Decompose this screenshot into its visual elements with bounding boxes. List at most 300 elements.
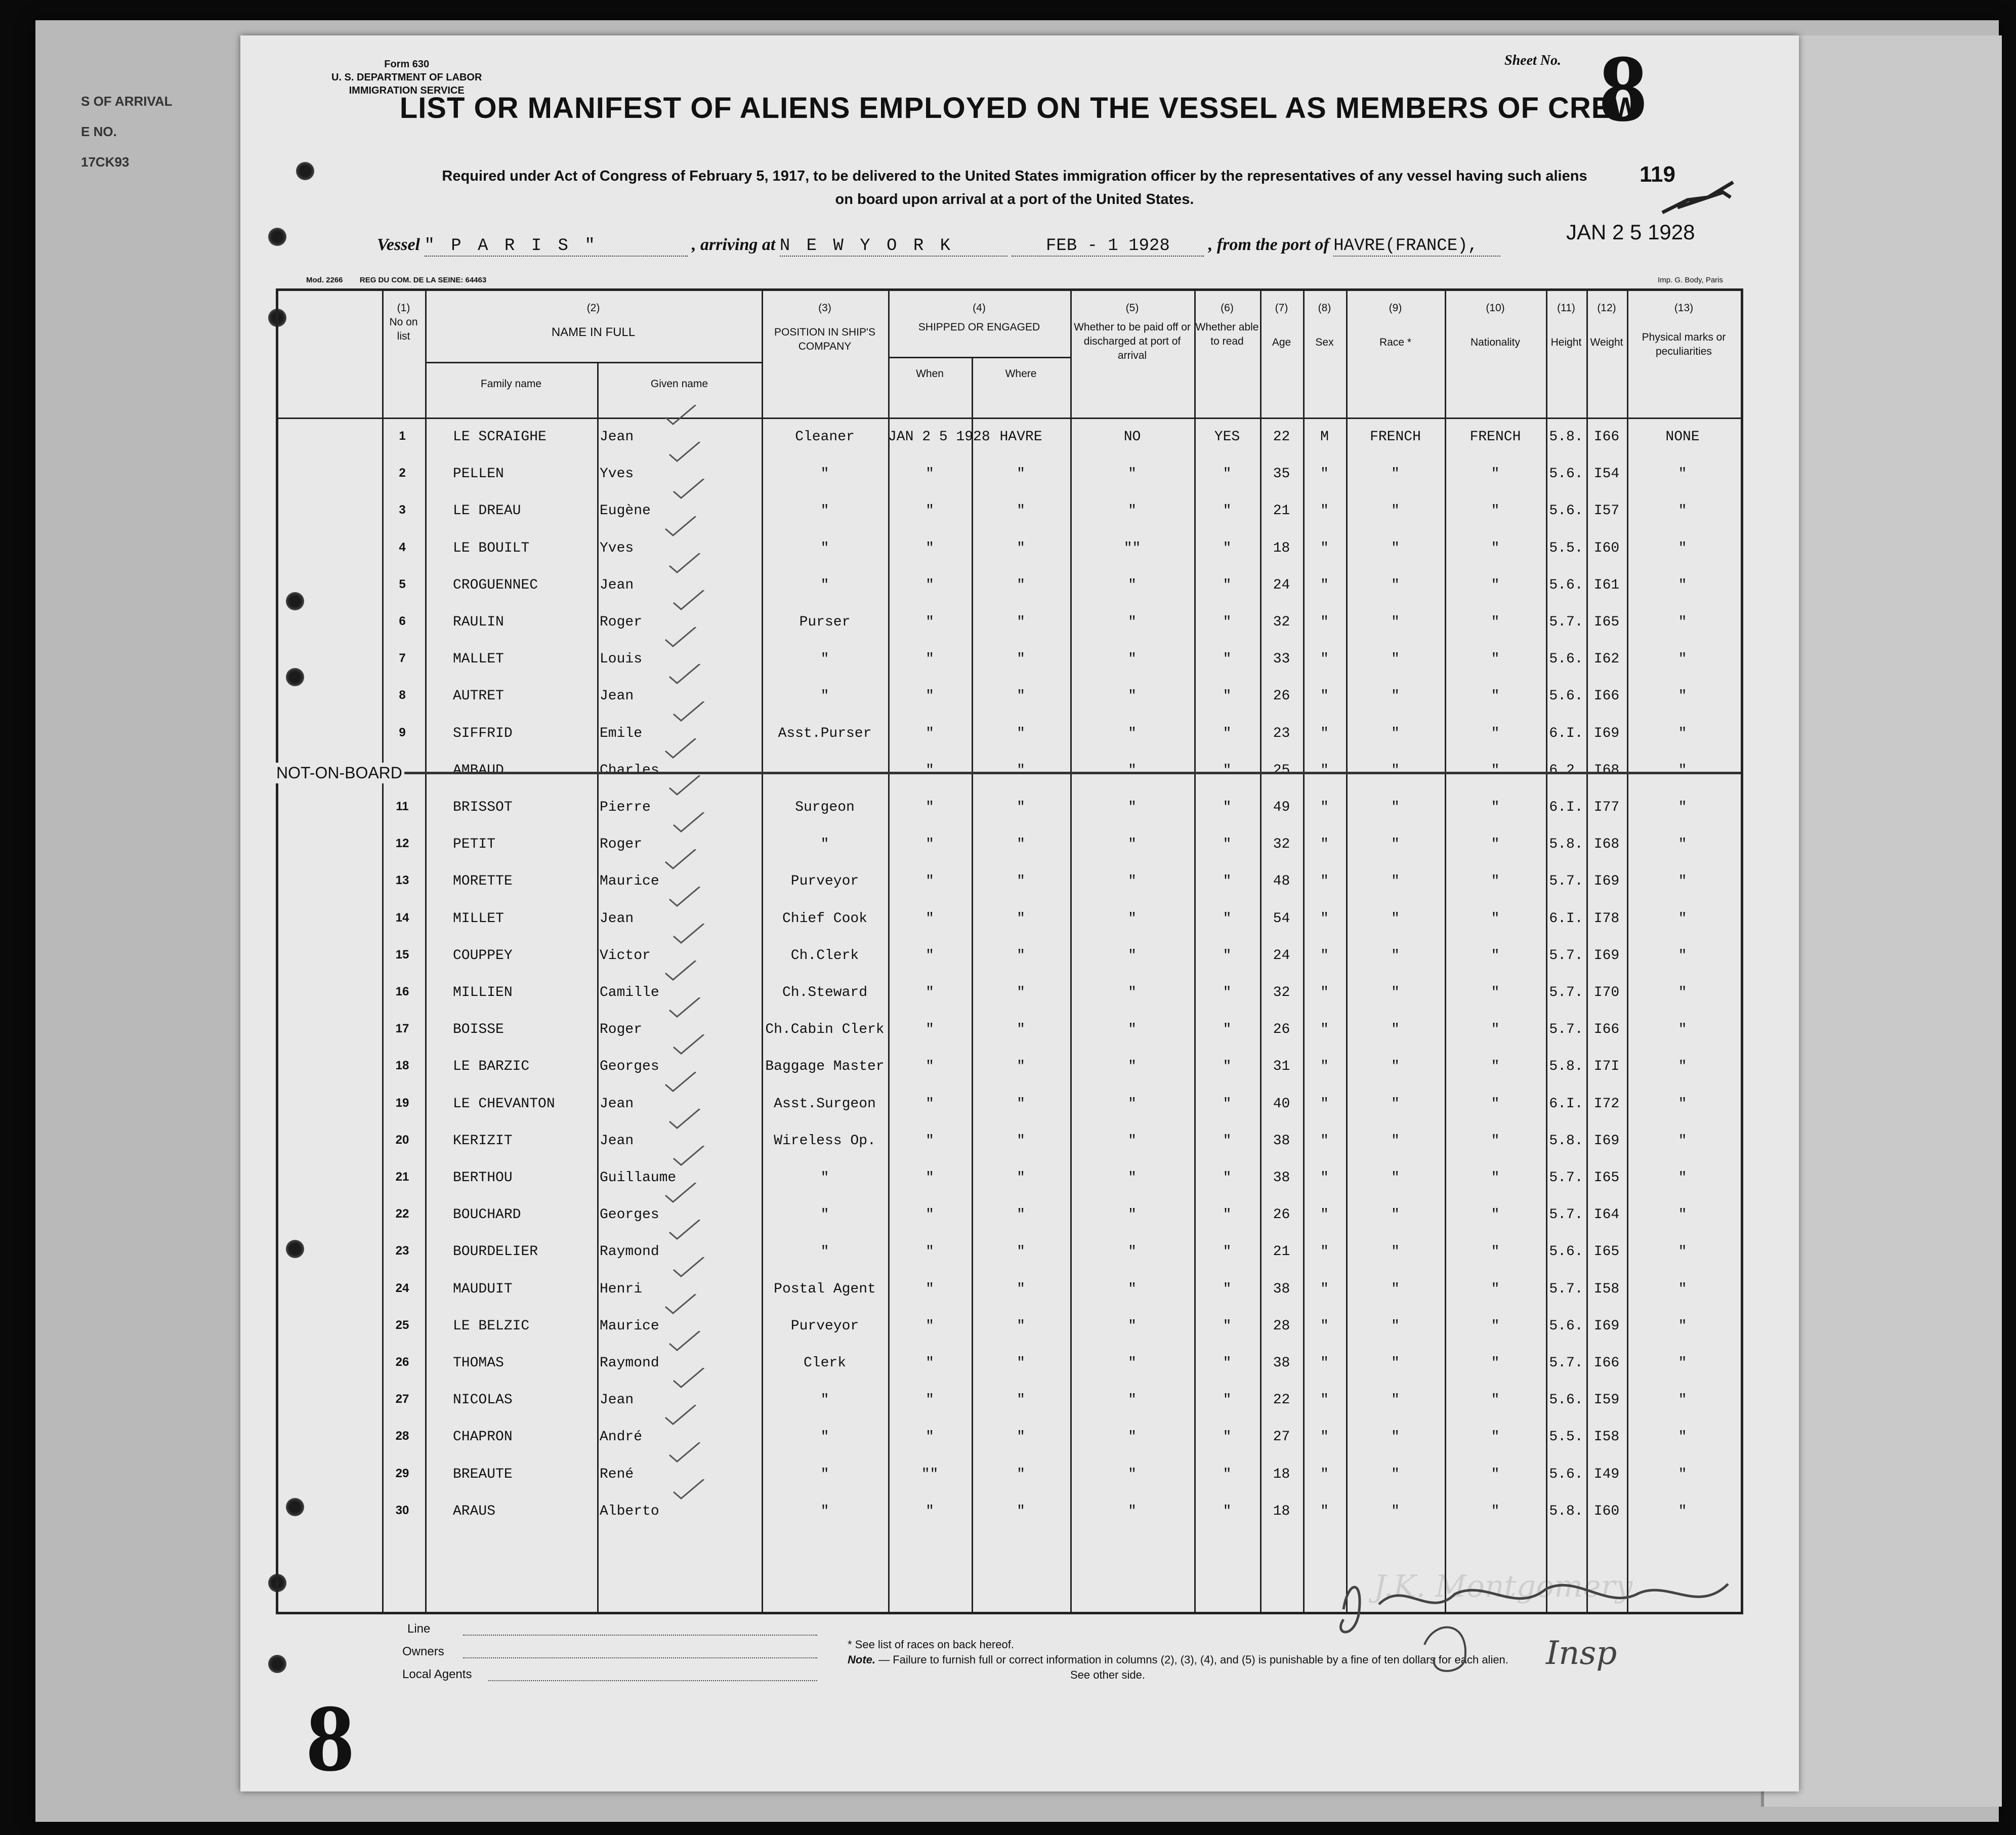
weight: I65 xyxy=(1593,1170,1620,1186)
department: U. S. DEPARTMENT OF LABOR xyxy=(331,72,482,83)
physical-marks: NONE xyxy=(1665,429,1700,445)
shipped-when: " xyxy=(926,1429,934,1445)
age: 24 xyxy=(1273,947,1290,964)
shipped-where: " xyxy=(1017,1429,1025,1445)
family-name: CROGUENNEC xyxy=(453,577,538,593)
nationality: FRENCH xyxy=(1469,429,1521,445)
nationality: " xyxy=(1491,540,1500,556)
shipped-when: " xyxy=(926,540,934,556)
shipped-where: " xyxy=(1017,985,1025,1000)
table-row xyxy=(278,717,1741,754)
owners-label: Owners xyxy=(402,1645,444,1658)
check-mark-icon xyxy=(663,627,698,647)
physical-marks: " xyxy=(1678,503,1687,519)
nationality: " xyxy=(1491,985,1500,1000)
race: " xyxy=(1391,1318,1400,1334)
nationality: " xyxy=(1491,910,1500,927)
shipped-when: " xyxy=(926,614,934,630)
table-row xyxy=(278,754,1741,790)
given-name: Raymond xyxy=(600,1355,659,1371)
age: 38 xyxy=(1273,1355,1290,1371)
shipped-where: " xyxy=(1017,1392,1025,1408)
able-to-read: " xyxy=(1223,762,1232,778)
paid-off: " xyxy=(1128,1133,1137,1149)
position: " xyxy=(820,651,829,668)
height: 5.6. xyxy=(1549,651,1583,668)
weight: I62 xyxy=(1593,651,1620,668)
nationality: " xyxy=(1491,725,1500,741)
table-row xyxy=(278,494,1741,531)
header-position: (3) POSITION IN SHIP'S COMPANY xyxy=(762,301,888,354)
race: " xyxy=(1391,873,1400,890)
row-number: 20 xyxy=(395,1133,409,1147)
header-where: Where xyxy=(1005,368,1037,380)
age: 32 xyxy=(1273,614,1290,630)
able-to-read: " xyxy=(1223,837,1232,853)
physical-marks: " xyxy=(1678,540,1687,556)
row-number: 27 xyxy=(395,1392,409,1406)
nationality: " xyxy=(1491,1096,1500,1112)
physical-marks: " xyxy=(1678,910,1687,927)
subtitle-line-1: Required under Act of Congress of February 5, 1917, to be delivered to the United States immigration officer by the representatives of any vessel having such aliens xyxy=(442,168,1587,184)
given-name: Jean xyxy=(600,910,634,927)
physical-marks: " xyxy=(1678,873,1687,890)
given-name: Yves xyxy=(600,466,634,482)
height: 5.7. xyxy=(1549,947,1583,964)
weight: I69 xyxy=(1593,873,1620,890)
family-name: RAULIN xyxy=(453,614,504,630)
departure-port: HAVRE(FRANCE), xyxy=(1333,236,1478,256)
table-row xyxy=(278,1013,1741,1050)
nationality: " xyxy=(1491,837,1500,853)
row-number: 28 xyxy=(395,1429,409,1443)
weight: I64 xyxy=(1593,1207,1620,1223)
given-name: Jean xyxy=(600,577,634,593)
height: 5.6. xyxy=(1549,466,1583,482)
service: IMMIGRATION SERVICE xyxy=(349,85,465,96)
row-number: 2 xyxy=(399,466,406,480)
row-number: 21 xyxy=(395,1170,409,1184)
race: " xyxy=(1391,1170,1400,1186)
shipped-where: " xyxy=(1017,1133,1025,1149)
arriving-label: , arriving at xyxy=(692,235,776,254)
shipped-where: " xyxy=(1017,800,1025,815)
paid-off: " xyxy=(1128,1207,1137,1223)
shipped-where: " xyxy=(1017,1022,1025,1038)
shipped-when: " xyxy=(926,688,934,704)
paid-off: " xyxy=(1128,1318,1137,1334)
row-number: 18 xyxy=(395,1059,409,1073)
nationality: " xyxy=(1491,1466,1500,1482)
table-row xyxy=(278,605,1741,642)
age: 32 xyxy=(1273,837,1290,853)
paid-off: " xyxy=(1128,614,1137,630)
height: 5.5. xyxy=(1549,540,1583,556)
height: 5.6. xyxy=(1549,503,1583,519)
shipped-when: " xyxy=(926,837,934,853)
check-mark-icon xyxy=(663,1183,698,1203)
race: " xyxy=(1391,725,1400,741)
paid-off: " xyxy=(1128,1059,1137,1075)
sex: " xyxy=(1320,1022,1329,1038)
given-name: Jean xyxy=(600,688,634,704)
family-name: LE CHEVANTON xyxy=(453,1096,555,1112)
height: 5.7. xyxy=(1549,1281,1583,1297)
height: 6.I. xyxy=(1549,725,1583,741)
shipped-where: " xyxy=(1017,651,1025,668)
nationality: " xyxy=(1491,1355,1500,1371)
header-name: (2) NAME IN FULL xyxy=(425,301,762,340)
table-row xyxy=(278,1124,1741,1161)
able-to-read: " xyxy=(1223,1059,1232,1075)
able-to-read: " xyxy=(1223,1022,1232,1038)
header-marks-label: Physical marks or peculiarities xyxy=(1642,331,1726,357)
shipped-when: " xyxy=(926,1318,934,1334)
paid-off: " xyxy=(1128,1429,1137,1445)
shipped-when: " xyxy=(926,947,934,964)
position: " xyxy=(820,1207,829,1223)
sex: " xyxy=(1320,1281,1329,1297)
physical-marks: " xyxy=(1678,466,1687,482)
able-to-read: " xyxy=(1223,873,1232,890)
position: " xyxy=(820,1392,829,1408)
nationality: " xyxy=(1491,1170,1500,1186)
shipped-when: JAN 2 5 1928 xyxy=(888,429,990,445)
race: " xyxy=(1391,837,1400,853)
shipped-when: " xyxy=(926,725,934,741)
row-number: 12 xyxy=(395,837,409,851)
family-name: BOUCHARD xyxy=(453,1207,521,1223)
age: 33 xyxy=(1273,651,1290,668)
nationality: " xyxy=(1491,1244,1500,1260)
given-name: Jean xyxy=(600,429,634,445)
nationality: " xyxy=(1491,688,1500,704)
physical-marks: " xyxy=(1678,614,1687,630)
age: 24 xyxy=(1273,577,1290,593)
age: 25 xyxy=(1273,762,1290,778)
row-number: 15 xyxy=(395,947,409,962)
nationality: " xyxy=(1491,614,1500,630)
header-able-read: (6) Whether able to read xyxy=(1194,301,1260,349)
nationality: " xyxy=(1491,1022,1500,1038)
race: " xyxy=(1391,540,1400,556)
local-agents-label: Local Agents xyxy=(402,1667,472,1681)
family-name: BERTHOU xyxy=(453,1170,513,1186)
position: Purveyor xyxy=(790,1318,859,1334)
row-number: 1 xyxy=(399,429,406,443)
age: 40 xyxy=(1273,1096,1290,1112)
given-name: Maurice xyxy=(600,873,659,890)
family-name: NICOLAS xyxy=(453,1392,513,1408)
family-name: BOURDELIER xyxy=(453,1244,538,1260)
nationality: " xyxy=(1491,1318,1500,1334)
height: 6.I. xyxy=(1549,910,1583,927)
given-name: Roger xyxy=(600,614,643,630)
shipped-when: " xyxy=(926,1355,934,1371)
header-nationality: (10) Nationality xyxy=(1445,301,1546,350)
page-title: LIST OR MANIFEST OF ALIENS EMPLOYED ON THE VESSEL AS MEMBERS OF CREW xyxy=(399,92,1640,124)
nationality: " xyxy=(1491,466,1500,482)
able-to-read: " xyxy=(1223,466,1232,482)
age: 49 xyxy=(1273,800,1290,815)
shipped-where: " xyxy=(1017,1318,1025,1334)
family-name: THOMAS xyxy=(453,1355,504,1371)
sex: " xyxy=(1320,947,1329,964)
family-name: MILLET xyxy=(453,910,504,927)
family-name: MILLIEN xyxy=(453,985,513,1000)
weight: I65 xyxy=(1593,1244,1620,1260)
able-to-read: " xyxy=(1223,947,1232,964)
age: 18 xyxy=(1273,1503,1290,1519)
age: 38 xyxy=(1273,1133,1290,1149)
race: " xyxy=(1391,910,1400,927)
physical-marks: " xyxy=(1678,1096,1687,1112)
age: 26 xyxy=(1273,688,1290,704)
paid-off: " xyxy=(1128,688,1137,704)
header-paid-off: (5) Whether to be paid off or discharged at port of arrival xyxy=(1070,301,1194,363)
sex: " xyxy=(1320,1096,1329,1112)
shipped-when: " xyxy=(926,577,934,593)
family-name: KERIZIT xyxy=(453,1133,513,1149)
family-name: MAUDUIT xyxy=(453,1281,513,1297)
family-name: CHAPRON xyxy=(453,1429,513,1445)
given-name: Georges xyxy=(600,1059,659,1075)
row-number: 19 xyxy=(395,1096,409,1110)
weight: I7I xyxy=(1593,1059,1620,1075)
table-row xyxy=(278,568,1741,605)
nationality: " xyxy=(1491,873,1500,890)
position: " xyxy=(820,1429,829,1445)
family-name: BREAUTE xyxy=(453,1466,513,1482)
shipped-when: " xyxy=(926,503,934,519)
sex: " xyxy=(1320,1133,1329,1149)
race: " xyxy=(1391,1133,1400,1149)
weight: I69 xyxy=(1593,947,1620,964)
able-to-read: YES xyxy=(1214,429,1240,445)
weight: I69 xyxy=(1593,1133,1620,1149)
table-row xyxy=(278,642,1741,679)
able-to-read: " xyxy=(1223,577,1232,593)
shipped-where: " xyxy=(1017,725,1025,741)
paid-off: " xyxy=(1128,1022,1137,1038)
given-name: Roger xyxy=(600,1022,643,1038)
able-to-read: " xyxy=(1223,985,1232,1000)
given-name: Charles xyxy=(600,762,659,778)
race: " xyxy=(1391,503,1400,519)
check-mark-icon xyxy=(667,887,702,907)
shipped-where: " xyxy=(1017,1281,1025,1297)
physical-marks: " xyxy=(1678,1392,1687,1408)
header-sex-label: Sex xyxy=(1315,337,1334,348)
shipped-where: " xyxy=(1017,1244,1025,1260)
physical-marks: " xyxy=(1678,725,1687,741)
nationality: " xyxy=(1491,577,1500,593)
sex: " xyxy=(1320,1392,1329,1408)
strikethrough-line xyxy=(278,772,1741,774)
physical-marks: " xyxy=(1678,577,1687,593)
table-row xyxy=(278,1235,1741,1272)
family-name: PETIT xyxy=(453,837,496,853)
table-row xyxy=(278,1346,1741,1383)
given-name: Camille xyxy=(600,985,659,1000)
height: 5.6. xyxy=(1549,1244,1583,1260)
age: 22 xyxy=(1273,429,1290,445)
race: " xyxy=(1391,1059,1400,1075)
age: 18 xyxy=(1273,540,1290,556)
race: " xyxy=(1391,800,1400,815)
nationality: " xyxy=(1491,1392,1500,1408)
paid-off: " xyxy=(1128,1096,1137,1112)
arrival-port: N E W Y O R K xyxy=(779,236,954,256)
table-row xyxy=(278,531,1741,568)
header-age-label: Age xyxy=(1272,337,1291,348)
position: " xyxy=(820,466,829,482)
header-race-label: Race * xyxy=(1379,337,1412,348)
sex: M xyxy=(1320,429,1329,445)
shipped-where: " xyxy=(1017,1170,1025,1186)
table-row xyxy=(278,939,1741,976)
shipped-when: " xyxy=(926,985,934,1000)
header-shipped-label: SHIPPED OR ENGAGED xyxy=(918,321,1040,333)
weight: I60 xyxy=(1593,540,1620,556)
header-weight: (12) Weight xyxy=(1586,301,1627,350)
row-number: 5 xyxy=(399,577,406,591)
physical-marks: " xyxy=(1678,651,1687,668)
nationality: " xyxy=(1491,1281,1500,1297)
height: 5.6. xyxy=(1549,1466,1583,1482)
not-on-board-annotation: NOT-ON-BOARD xyxy=(274,763,404,783)
position: " xyxy=(820,577,829,593)
position: Clerk xyxy=(803,1355,846,1371)
subtitle xyxy=(331,164,1698,211)
height: 5.6. xyxy=(1549,1318,1583,1334)
date-stamp: JAN 2 5 1928 xyxy=(1566,220,1695,244)
header-weight-label: Weight xyxy=(1590,337,1623,348)
given-name: Pierre xyxy=(600,800,651,815)
weight: I49 xyxy=(1593,1466,1620,1482)
given-name: Jean xyxy=(600,1133,634,1149)
height: 5.6. xyxy=(1549,1392,1583,1408)
paid-off: " xyxy=(1128,1355,1137,1371)
row-number: 8 xyxy=(399,688,406,702)
physical-marks: " xyxy=(1678,1429,1687,1445)
able-to-read: " xyxy=(1223,1503,1232,1519)
given-name: Yves xyxy=(600,540,634,556)
position: Wireless Op. xyxy=(774,1133,876,1149)
header-position-label: POSITION IN SHIP'S COMPANY xyxy=(774,326,876,352)
given-name: Guillaume xyxy=(600,1170,677,1186)
height: 5.7. xyxy=(1549,1355,1583,1371)
shipped-where: " xyxy=(1017,1355,1025,1371)
family-name: AMBAUD xyxy=(453,762,504,778)
able-to-read: " xyxy=(1223,503,1232,519)
weight: I57 xyxy=(1593,503,1620,519)
height: 5.7. xyxy=(1549,985,1583,1000)
shipped-where: " xyxy=(1017,1059,1025,1075)
race: " xyxy=(1391,1207,1400,1223)
header-family-name: Family name xyxy=(480,378,542,390)
weight: I66 xyxy=(1593,688,1620,704)
sheet-label: Sheet No. xyxy=(1504,53,1561,68)
table-row xyxy=(278,1087,1741,1124)
nationality: " xyxy=(1491,1207,1500,1223)
paid-off: " xyxy=(1128,651,1137,668)
check-mark-icon xyxy=(667,442,702,462)
inspector-signature xyxy=(1303,1549,1758,1680)
sex: " xyxy=(1320,614,1329,630)
row-number: 11 xyxy=(396,800,409,813)
weight: I54 xyxy=(1593,466,1620,482)
position: " xyxy=(820,503,829,519)
header-when: When xyxy=(916,368,944,380)
check-mark-icon xyxy=(667,1442,702,1463)
paid-off: " xyxy=(1128,985,1137,1000)
able-to-read: " xyxy=(1223,651,1232,668)
check-mark-icon xyxy=(667,997,702,1018)
shipped-where: " xyxy=(1017,540,1025,556)
height: 5.7. xyxy=(1549,614,1583,630)
physical-marks: " xyxy=(1678,1133,1687,1149)
row-number: 30 xyxy=(395,1503,409,1517)
paid-off: " xyxy=(1128,1281,1137,1297)
check-mark-icon xyxy=(663,1072,698,1092)
table-row xyxy=(278,1494,1741,1531)
able-to-read: " xyxy=(1223,1466,1232,1482)
vessel-name: " P A R I S " xyxy=(424,236,598,256)
shipped-where: " xyxy=(1017,1503,1025,1519)
paid-off: " xyxy=(1128,466,1137,482)
position: Asst.Purser xyxy=(778,725,872,741)
check-mark-icon xyxy=(671,1368,706,1388)
age: 48 xyxy=(1273,873,1290,890)
punch-hole xyxy=(296,162,314,180)
table-row xyxy=(278,864,1741,901)
age: 22 xyxy=(1273,1392,1290,1408)
shipped-when: " xyxy=(926,1022,934,1038)
race: " xyxy=(1391,1392,1400,1408)
age: 23 xyxy=(1273,725,1290,741)
age: 38 xyxy=(1273,1281,1290,1297)
height: 5.8. xyxy=(1549,1059,1583,1075)
physical-marks: " xyxy=(1678,1207,1687,1223)
height: 6.2. xyxy=(1549,762,1583,778)
sex: " xyxy=(1320,762,1329,778)
note-label: Note. xyxy=(848,1653,875,1666)
races-note: * See list of races on back hereof. xyxy=(848,1638,1014,1651)
able-to-read: " xyxy=(1223,1392,1232,1408)
arrival-date: FEB - 1 1928 xyxy=(1045,236,1170,256)
height: 5.7. xyxy=(1549,873,1583,890)
shipped-where: " xyxy=(1017,910,1025,927)
check-mark-icon xyxy=(663,405,698,425)
weight: I60 xyxy=(1593,1503,1620,1519)
vessel-line xyxy=(377,235,1500,257)
race: " xyxy=(1391,985,1400,1000)
port-label: , from the port of xyxy=(1208,235,1329,254)
age: 35 xyxy=(1273,466,1290,482)
age: 38 xyxy=(1273,1170,1290,1186)
check-mark-icon xyxy=(671,479,706,499)
family-name: SIFFRID xyxy=(453,725,513,741)
table-row xyxy=(278,1050,1741,1087)
race: " xyxy=(1391,1355,1400,1371)
age: 31 xyxy=(1273,1059,1290,1075)
shipped-when: " xyxy=(926,466,934,482)
family-name: LE DREAU xyxy=(453,503,521,519)
given-name: Jean xyxy=(600,1096,634,1112)
shipped-where: " xyxy=(1017,577,1025,593)
shipped-when: " xyxy=(926,1170,934,1186)
